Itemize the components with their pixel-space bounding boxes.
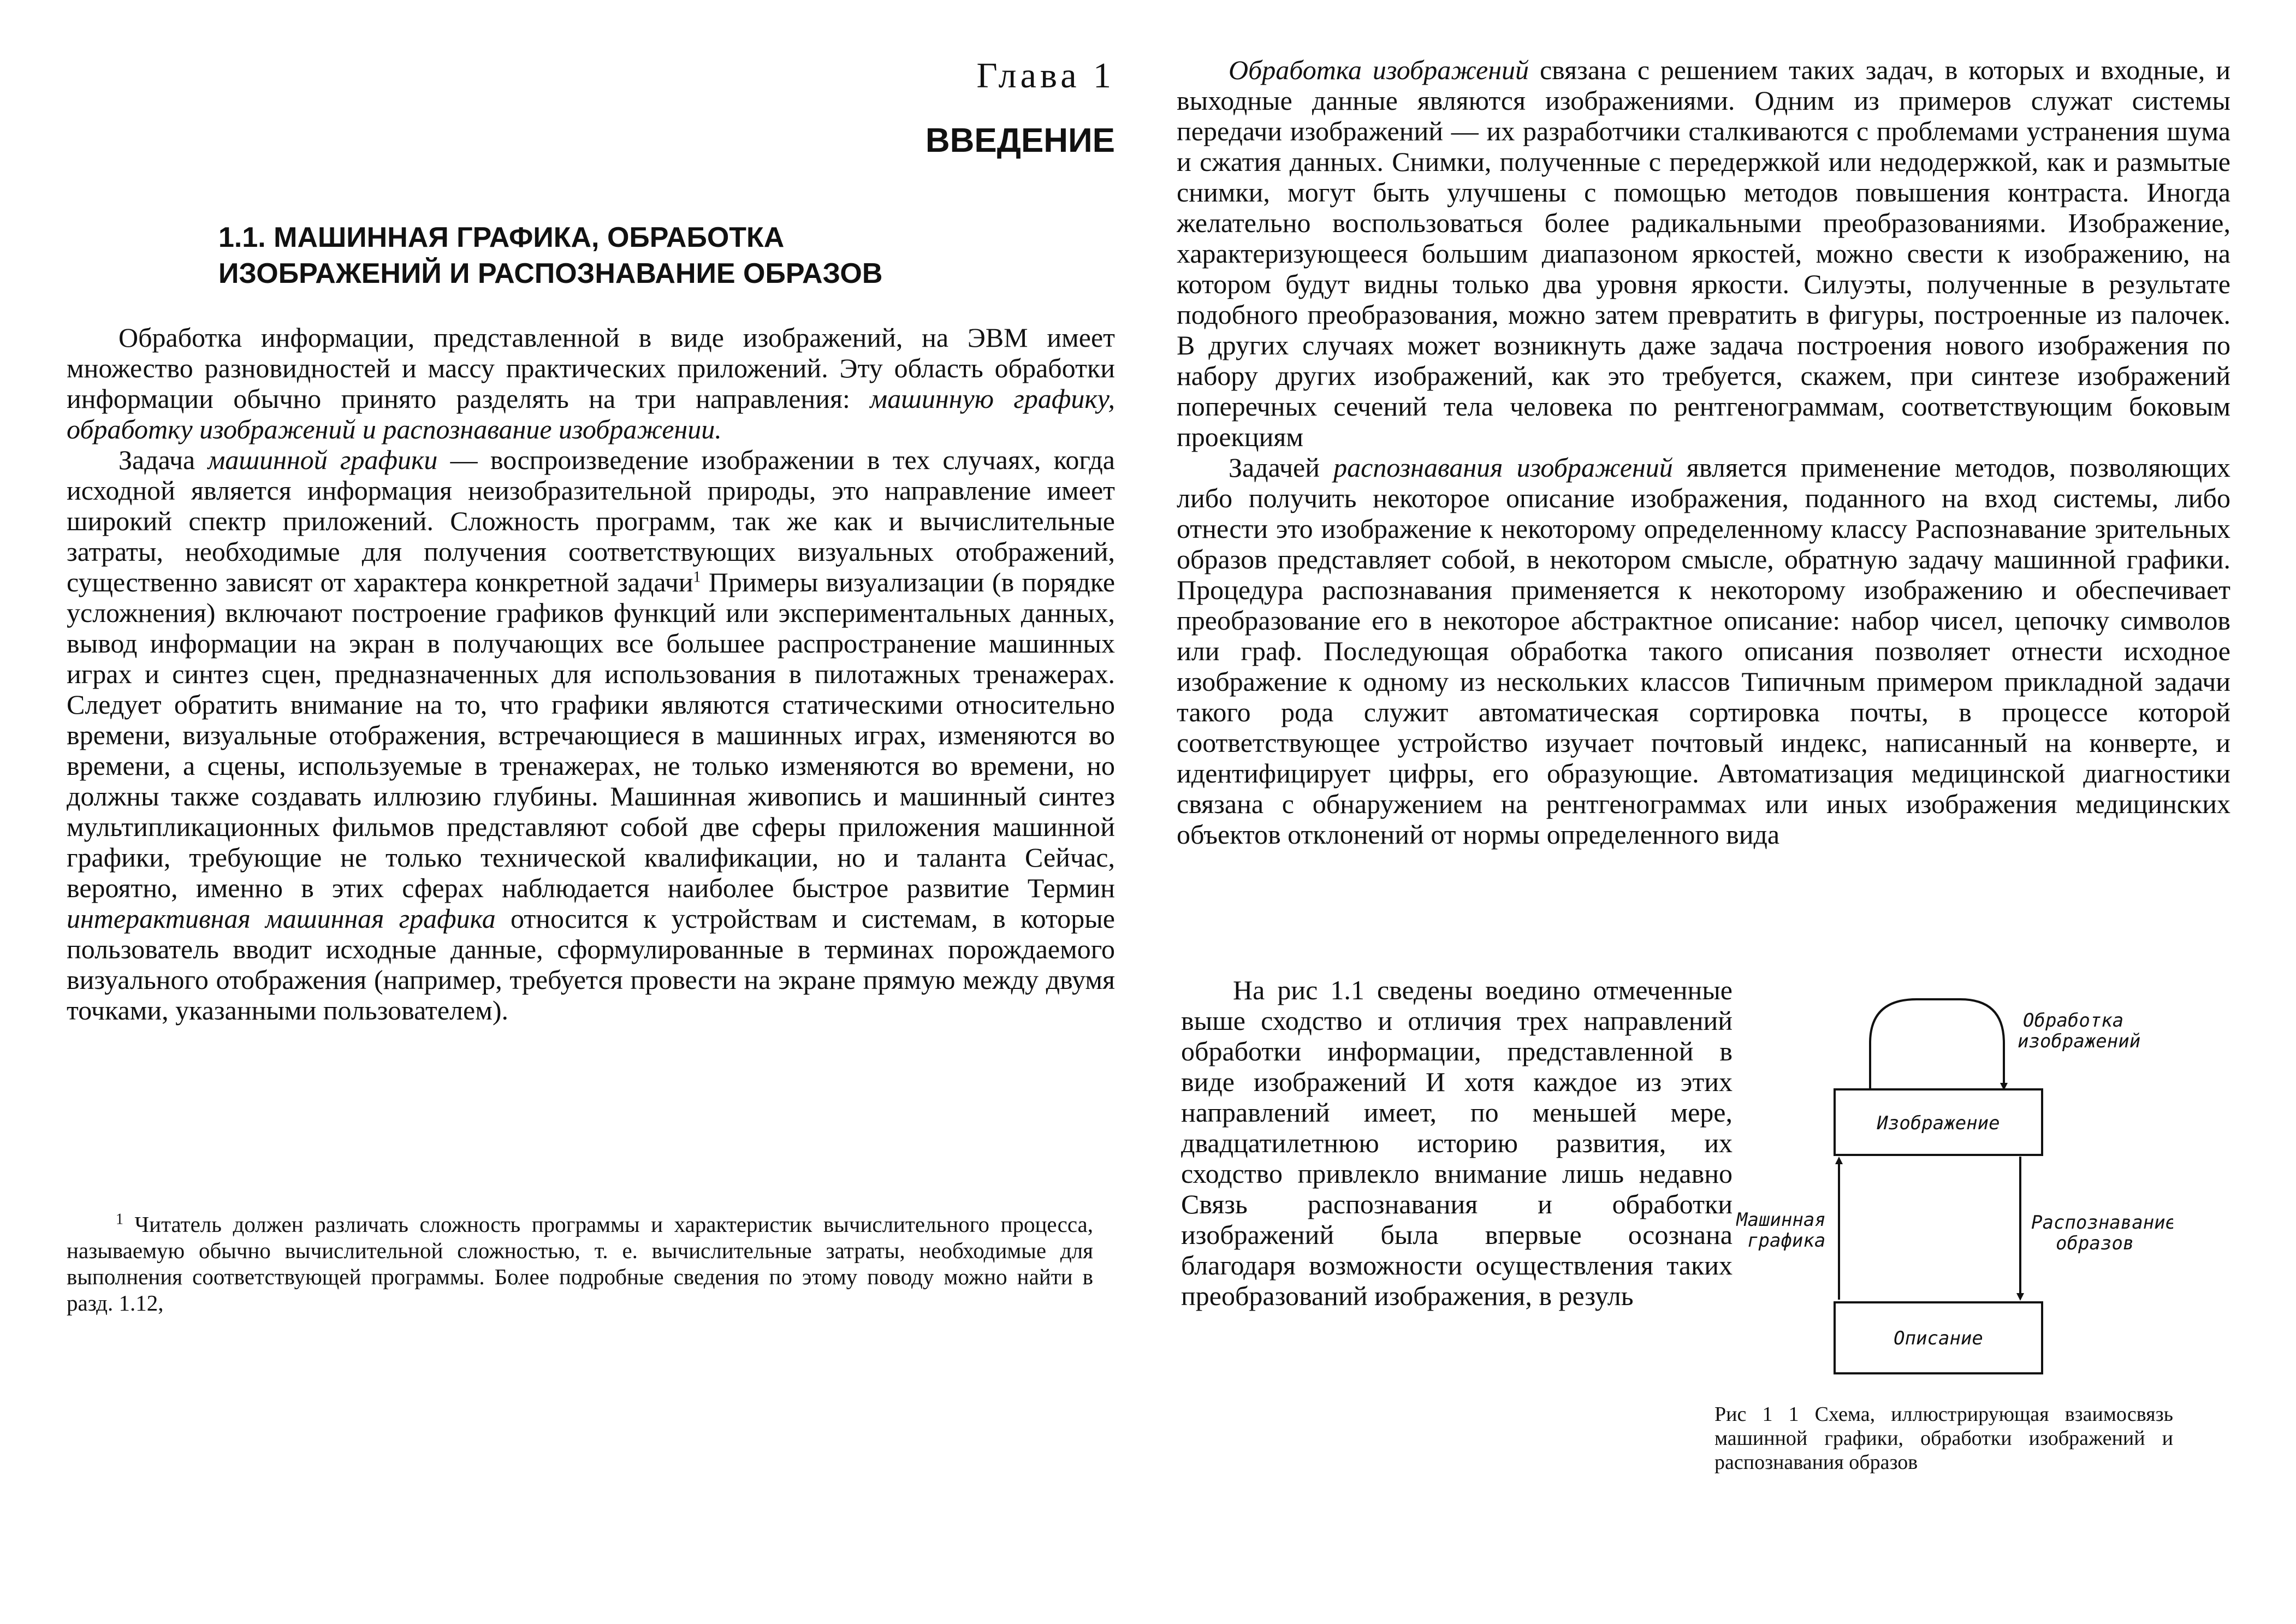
paragraph-intro (67, 322, 1115, 444)
chapter-heading: Глава 1 (976, 56, 1115, 96)
section-heading-line-1: 1.1. МАШИННАЯ ГРАФИКА, ОБРАБОТКА (218, 222, 785, 253)
left-column (67, 55, 1115, 1026)
pr-start: Задачей (1229, 452, 1334, 483)
loop-label-2: изображений (2018, 1030, 2141, 1052)
ip-term: Обработка изображений (1229, 55, 1529, 85)
paragraph-pattern-recognition (1177, 452, 2230, 850)
footnote-text: Читатель должен различать сложность программы и характеристик вычислительного процесса, называемую обычно вычислительной сложностью, т. е. вычислительные затраты, необходимые для выполнения соответствующей программы. Более подробные сведения по этому поводу можно найти в разд. 1.12, (67, 1212, 1093, 1315)
footnote-ref: 1 (693, 568, 701, 586)
paragraph-intro-text: Обработка информации, представленной в виде изображений, на ЭВМ имеет множество разновидностей и массу практических приложений. Эту область обработки информации обычно принято разделять на три направления: (67, 322, 1115, 414)
pr-term: распознавания изображений (1333, 452, 1673, 483)
footnote (67, 1211, 1093, 1316)
paragraph-computer-graphics (67, 444, 1115, 1026)
section-heading-line-2: ИЗОБРАЖЕНИЙ И РАСПОЗНАВАНИЕ ОБРАЗОВ (218, 258, 883, 289)
figure-1-1-diagram (1736, 983, 2173, 1398)
cg-start: Задача (118, 444, 208, 475)
image-box-label: Изображение (1877, 1112, 2000, 1134)
recognition-label-1: Распознавание (2031, 1212, 2173, 1234)
pr-text: является применение методов, позволяющих либо получить некоторое описание изображения, поданного на вход системы, либо отнести это изображение к некоторому определенному классу Распознавание зрительных образов представляет собой, в некотором смысле, обратную задачу машинной графики. Процедура распознавания применяется к некоторому изображению и обеспечивает преобразование его в некоторое абстрактное описание: набор чисел, цепочку символов или граф. Последующая обработка такого описания позволяет отнести исходное изображение к одному из нескольких классов Типичным примером прикладной задачи такого рода служит автоматическая сортировка почты, в процессе которой соответствующее устройство изучает почтовый индекс, написанный на конверте, и идентифицирует цифры, его образующие. Автоматизация медицинской диагностики связана с обнаружением на рентгенограммах или иных изображения медицинских объектов отклонений от нормы определенного вида (1177, 452, 2230, 850)
section-heading (218, 220, 1115, 292)
footnote-mark: 1 (116, 1211, 123, 1228)
cg-mid: — воспроизведение изображении в тех случаях, когда исходной является информация неизобразительной природы, это направление имеет широкий спектр приложений. Сложность программ, так же как и вычислительные затраты, необходимые для получения соответствующих визуальных отображений, существенно зависят от характера конкретной задачи (67, 444, 1115, 597)
ip-text: связана с решением таких задач, в которых и входные, и выходные данные являются изображениями. Одним из примеров служат системы передачи изображений — их разработчики сталкиваются с проблемами устранения шума и сжатия данных. Снимки, полученные с передержкой или недодержкой, как и размытые снимки, могут быть улучшены с помощью методов повышения контраста. Иногда желательно воспользоваться более радикальными преобразованиями. Изображение, характеризующееся большим диапазоном яркостей, можно свести к изображению, на котором будут видны только два уровня яркости. Силуэты, полученные в результате подобного преобразования, можно затем превратить в фигуры, построенные из палочек. В других случаях может возникнуть даже задача построения нового изображения по набору других изображений, как это требуется, скажем, при синтезе изображений поперечных сечений тела человека по рентгенограммам, соответствующим боковым проекциям (1177, 55, 2230, 452)
paragraph-image-processing (1177, 55, 2230, 452)
figure-reference-text: На рис 1.1 сведены воедино отмеченные выше сходство и отличия трех направлений обработки информации, представленной в виде изображений И хотя каждое из этих направлений имеет, по меньшей мере, двадцатилетнюю историю развития, их сходство привлекло внимание лишь недавно Связь распознавания и обработки изображений была впервые осознана благодаря возможности осуществления таких преобразований изображения, в резуль (1181, 975, 1733, 1311)
loop-arrow (1870, 999, 2004, 1089)
chapter-title: ВВЕДЕНИЕ (925, 122, 1115, 159)
paragraph-intro-italic: машинную графику, обработку изображений и распознавание изображении. (67, 383, 1115, 444)
cg-end: Примеры визуализации (в порядке усложнения) включают построение графиков функций или экспериментальных данных, вывод информации на экран в получающих все большее распространение машинных играх и синтез сцен, предназначенных для использования в пилотажных тренажерах. Следует обратить внимание на то, что графики являются статическими относительно времени, визуальные отображения, встречающиеся в машинных играх, изменяются во времени, а сцены, используемые в тренажерах, не только изменяются во времени, но должны также создавать иллюзию глубины. Машинная живопись и машинный синтез мультипликационных фильмов представляют собой две сферы приложения машинной графики, требующие не только технической квалификации, но и таланта Сейчас, вероятно, именно в этих сферах наблюдается наиболее быстрое развитие Термин (67, 567, 1116, 903)
right-column (1177, 55, 2230, 850)
figure-caption: Рис 1 1 Схема, иллюстрирующая взаимосвязь машинной графики, обработки изображений и распознавания образов (1714, 1403, 2173, 1474)
paragraph-figure-reference (1181, 975, 1733, 1311)
cg-interactive-term: интерактивная машинная графика (67, 903, 496, 934)
description-box-label: Описание (1894, 1327, 1983, 1349)
graphics-label-1: Машинная (1736, 1209, 1826, 1231)
cg-tail: относится к устройствам и системам, в которые пользователь вводит исходные данные, сформулированные в терминах порождаемого визуального отображения (например, требуется провести на экране прямую между двумя точками, указанными пользователем). (67, 903, 1115, 1026)
loop-label-1: Обработка (2023, 1010, 2124, 1032)
recognition-label-2: образов (2056, 1232, 2134, 1254)
cg-term: машинной графики (207, 444, 438, 475)
graphics-label-2: графика (1747, 1230, 1826, 1252)
diagram-svg (1736, 983, 2173, 1398)
